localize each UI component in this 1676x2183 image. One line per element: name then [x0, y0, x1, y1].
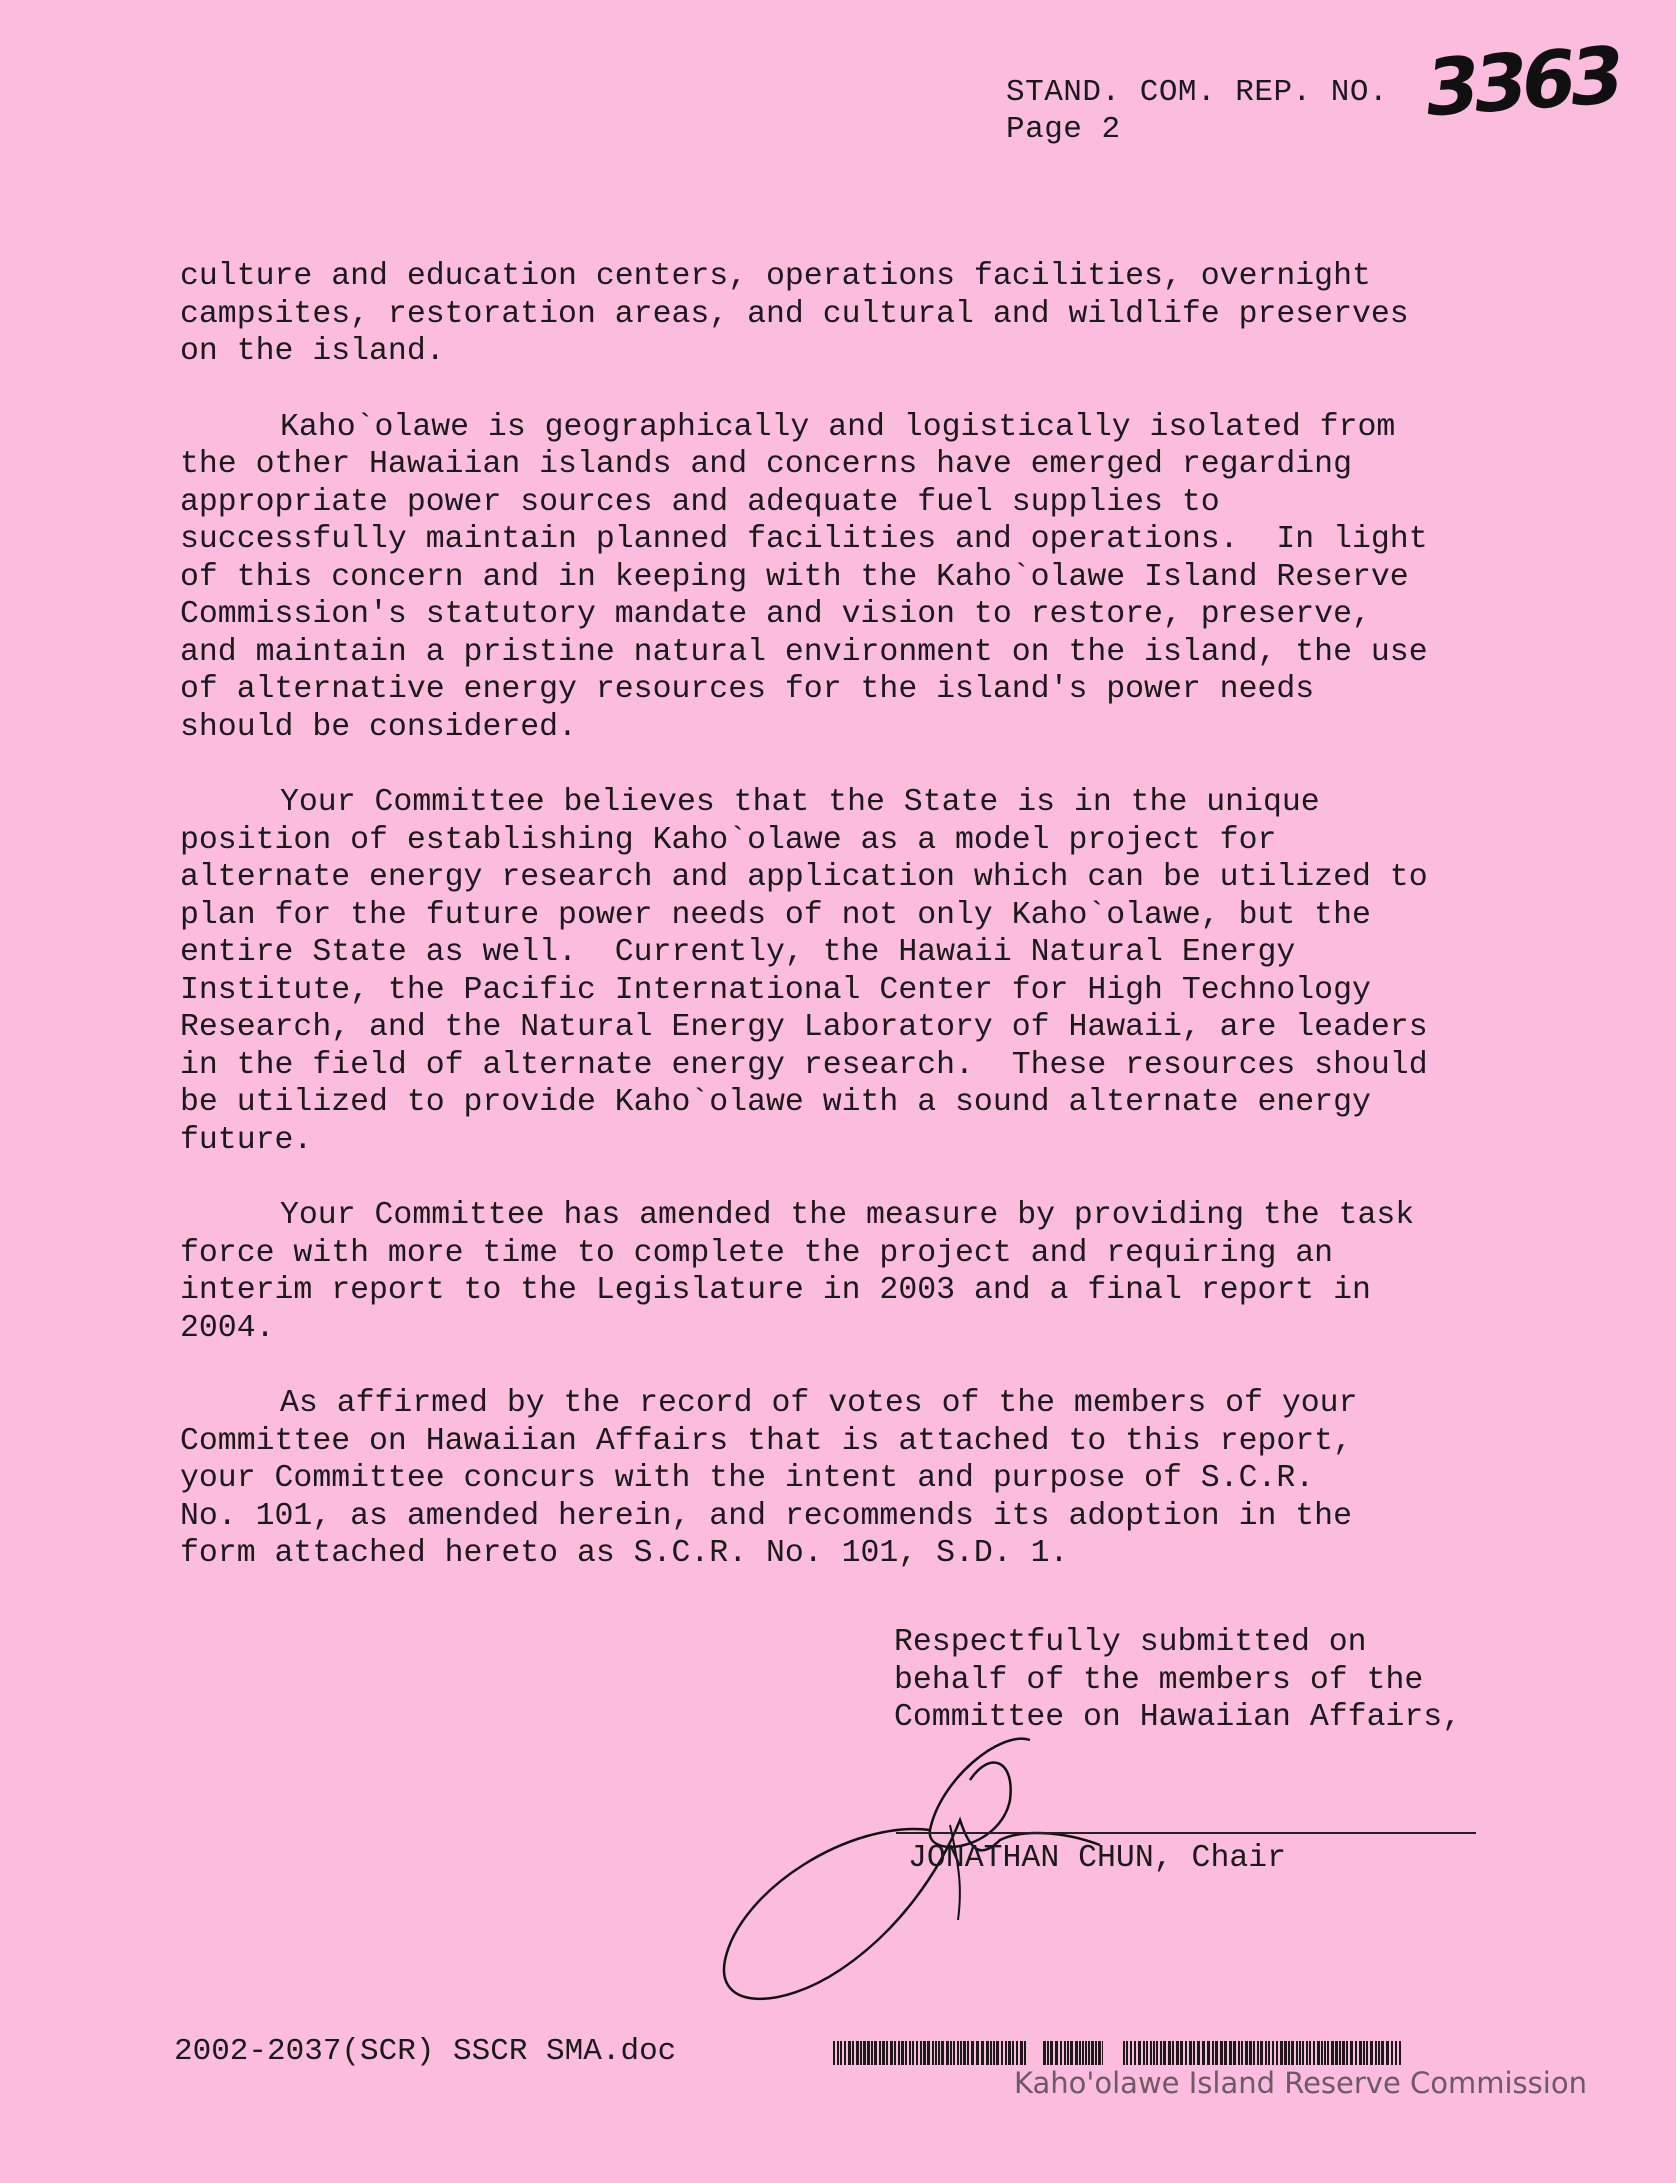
- barcode-bar: [1085, 2041, 1087, 2065]
- barcode-bar: [860, 2041, 862, 2065]
- barcode-bar: [840, 2041, 842, 2065]
- closing-statement: Respectfully submitted on behalf of the members of the Committee on Hawaiian Affairs,: [894, 1625, 1462, 1735]
- barcode-bar: [1212, 2041, 1214, 2065]
- page-label: Page 2: [1006, 112, 1121, 147]
- barcode-bar: [920, 2041, 922, 2065]
- barcode-bar: [1395, 2041, 1397, 2065]
- barcode-bar: [1024, 2041, 1026, 2065]
- paragraph-isolation: Kaho`olawe is geographically and logistically isolated from the other Hawaiian islands and concerns have emerged regarding appropriate power sources and adequate fuel supplies to successfully maintain planned facilities and operations. In light of this concern and in keeping with the Kaho`olawe Island Reserve Commission's statutory mandate and vision to restore, preserve, and maintain a pristine natural environment on the island, the use of alternative energy resources for the island's power needs should be considered.: [180, 409, 1428, 745]
- barcode-bar: [1126, 2041, 1128, 2065]
- barcode-bar: [1280, 2041, 1283, 2065]
- barcode-bar: [1207, 2041, 1210, 2065]
- barcode-bar: [1189, 2041, 1192, 2065]
- barcode-bar: [1335, 2041, 1338, 2065]
- barcode-bar: [1321, 2041, 1323, 2065]
- barcode-bar: [905, 2041, 907, 2065]
- barcode-bar: [1176, 2041, 1179, 2065]
- barcode-bar: [1172, 2041, 1174, 2065]
- barcode-bar: [993, 2041, 995, 2065]
- barcode-bar: [886, 2041, 888, 2065]
- barcode-bar: [923, 2041, 926, 2065]
- report-body: [180, 258, 1560, 1611]
- barcode-bar: [960, 2041, 962, 2065]
- barcode-bar: [1284, 2041, 1287, 2065]
- barcode-bar: [909, 2041, 911, 2065]
- barcode-bar: [1012, 2041, 1014, 2065]
- barcode-bar: [1272, 2041, 1274, 2065]
- barcode-bar: [1005, 2041, 1007, 2065]
- barcode-bar: [1193, 2041, 1195, 2065]
- barcode-bar: [863, 2041, 866, 2065]
- barcode-bar: [990, 2041, 992, 2065]
- barcode-bar: [946, 2041, 949, 2065]
- barcode-bar: [871, 2041, 873, 2065]
- barcode-bar: [916, 2041, 918, 2065]
- barcode-bar: [1102, 2041, 1103, 2065]
- barcode-bar: [1238, 2041, 1240, 2065]
- barcode-bar: [1070, 2041, 1073, 2065]
- barcode-bar: [1350, 2041, 1353, 2065]
- barcode-bar: [950, 2041, 952, 2065]
- barcode-bar: [1241, 2041, 1243, 2065]
- barcode-bar: [890, 2041, 893, 2065]
- barcode-bar: [1375, 2041, 1377, 2065]
- paragraph-continuation: culture and education centers, operations facilities, overnight campsites, restoration areas, and cultural and wildlife preserves on the island.: [180, 259, 1409, 369]
- archive-watermark: Kaho'olawe Island Reserve Commission: [1014, 2066, 1587, 2100]
- barcode-bar: [894, 2041, 896, 2065]
- report-header: [1006, 74, 1388, 148]
- barcode-bar: [1153, 2041, 1155, 2065]
- barcode-bar: [996, 2041, 999, 2065]
- barcode-bar: [1381, 2041, 1384, 2065]
- barcode-bar: [1324, 2041, 1326, 2065]
- barcode-bar: [1378, 2041, 1380, 2065]
- barcode-bar: [1055, 2041, 1058, 2065]
- barcode-bar: [1202, 2041, 1205, 2065]
- barcode-bar: [1299, 2041, 1301, 2065]
- barcode-bar: [927, 2041, 930, 2065]
- barcode-bar: [1123, 2041, 1125, 2065]
- barcode-bar: [1050, 2041, 1053, 2065]
- barcode-bar: [1306, 2041, 1308, 2065]
- barcode-bar: [1224, 2041, 1227, 2065]
- paragraph-model-project: Your Committee believes that the State is in the unique position of establishing Kaho`olawe as a model project for alternate energy research and application which can be utilized to plan for the future power needs of not only Kaho`olawe, but the entire State as well. Currently, the Hawaii Natural Energy Institute, the Pacific International Center for High Technology Research, and the Natural Energy Laboratory of Hawaii, are leaders in the field of alternate energy research. These resources should be utilized to provide Kaho`olawe with a sound alternate energy future.: [180, 785, 1428, 1158]
- barcode-bar: [1160, 2041, 1162, 2065]
- barcode-bar: [1342, 2041, 1345, 2065]
- barcode-bar: [932, 2041, 934, 2065]
- barcode-bar: [874, 2041, 877, 2065]
- barcode-bar: [1067, 2041, 1069, 2065]
- barcode-bar: [882, 2041, 885, 2065]
- barcode-bar: [1331, 2041, 1334, 2065]
- barcode-bar: [879, 2041, 881, 2065]
- barcode-bar: [935, 2041, 937, 2065]
- barcode-bar: [1215, 2041, 1218, 2065]
- barcode-bar: [1130, 2041, 1132, 2065]
- barcode-bar: [852, 2041, 854, 2065]
- barcode-bar: [1370, 2041, 1373, 2065]
- handwritten-report-number: 3363: [1420, 30, 1623, 135]
- barcode-bar: [1366, 2041, 1368, 2065]
- barcode-bar: [1309, 2041, 1311, 2065]
- barcode-bar: [953, 2041, 955, 2065]
- barcode-bar: [901, 2041, 904, 2065]
- barcode-bar: [833, 2041, 835, 2065]
- barcode-bar: [1008, 2041, 1011, 2065]
- barcode-bar: [867, 2041, 870, 2065]
- barcode-bar: [976, 2041, 979, 2065]
- barcode-bar: [1253, 2041, 1255, 2065]
- barcode-bar: [1229, 2041, 1232, 2065]
- barcode-bar: [1313, 2041, 1315, 2065]
- barcode-bar: [1276, 2041, 1278, 2065]
- barcode-bar: [957, 2041, 959, 2065]
- barcode-bar: [1138, 2041, 1141, 2065]
- barcode-bar: [1156, 2041, 1158, 2065]
- barcode-bar: [941, 2041, 944, 2065]
- barcode-bar: [981, 2041, 984, 2065]
- barcode-bar: [1020, 2041, 1023, 2065]
- barcode-bar: [967, 2041, 969, 2065]
- barcode-bar: [1399, 2041, 1401, 2065]
- barcode-bar: [1197, 2041, 1200, 2065]
- barcode-bar: [1220, 2041, 1223, 2065]
- barcode-bar: [1075, 2041, 1078, 2065]
- barcode-bar: [1257, 2041, 1259, 2065]
- barcode-bar: [1134, 2041, 1136, 2065]
- barcode-bar: [1291, 2041, 1294, 2065]
- footer-file-name: 2002-2037(SCR) SSCR SMA.doc: [174, 2034, 677, 2069]
- barcode-bar: [1359, 2041, 1362, 2065]
- barcode-bar: [1296, 2041, 1298, 2065]
- barcode-bar: [1317, 2041, 1320, 2065]
- barcode-bar: [1150, 2041, 1152, 2065]
- barcode-bar: [1082, 2041, 1084, 2065]
- barcode-bar: [1339, 2041, 1341, 2065]
- barcode-bar: [1391, 2041, 1393, 2065]
- barcode-bar: [1233, 2041, 1236, 2065]
- barcode-bar: [1095, 2041, 1097, 2065]
- barcode-bar: [1146, 2041, 1148, 2065]
- barcode-bar: [1288, 2041, 1290, 2065]
- barcode-bar: [848, 2041, 851, 2065]
- signer-name: JONATHAN CHUN, Chair: [908, 1841, 1287, 1876]
- barcode-bar: [1268, 2041, 1270, 2065]
- barcode-bar: [1047, 2041, 1049, 2065]
- barcode-bar: [1185, 2041, 1187, 2065]
- barcode-bar: [1249, 2041, 1252, 2065]
- barcode-bar: [1265, 2041, 1267, 2065]
- paragraph-recommendation: As affirmed by the record of votes of the members of your Committee on Hawaiian Affairs that is attached to this report, your Committee concurs with the intent and purpose of S.C.R. No. 101, as amended herein, and recommends its adoption in the form attached hereto as S.C.R. No. 101, S.D. 1.: [180, 1386, 1358, 1571]
- signature-line: [896, 1832, 1476, 1834]
- barcode-bar: [837, 2041, 839, 2065]
- barcode-bar: [1016, 2041, 1018, 2065]
- barcode-bar: [1143, 2041, 1145, 2065]
- paragraph-amendment: Your Committee has amended the measure by providing the task force with more time to complete the project and requiring an interim report to the Legislature in 2003 and a final report in 2004.: [180, 1198, 1415, 1346]
- barcode-bar: [844, 2041, 846, 2065]
- barcode-bar: [1327, 2041, 1329, 2065]
- barcode-bar: [1355, 2041, 1357, 2065]
- barcode-bar: [1302, 2041, 1304, 2065]
- barcode-bar: [1043, 2041, 1046, 2065]
- barcode-bar: [1363, 2041, 1365, 2065]
- barcode-bar: [1098, 2041, 1101, 2065]
- barcode-bar: [898, 2041, 900, 2065]
- barcode-bar: [1091, 2041, 1094, 2065]
- barcode: [833, 2041, 1401, 2065]
- barcode-bar: [986, 2041, 989, 2065]
- barcode-bar: [971, 2041, 974, 2065]
- barcode-bar: [1060, 2041, 1062, 2065]
- barcode-bar: [1245, 2041, 1248, 2065]
- barcode-bar: [938, 2041, 940, 2065]
- barcode-bar: [1001, 2041, 1003, 2065]
- barcode-bar: [1168, 2041, 1171, 2065]
- barcode-bar: [856, 2041, 859, 2065]
- barcode-bar: [1260, 2041, 1263, 2065]
- barcode-bar: [912, 2041, 914, 2065]
- barcode-bar: [1386, 2041, 1389, 2065]
- barcode-bar: [1079, 2041, 1081, 2065]
- barcode-bar: [1346, 2041, 1348, 2065]
- barcode-bar: [1163, 2041, 1166, 2065]
- barcode-bar: [963, 2041, 966, 2065]
- report-label: STAND. COM. REP. NO.: [1006, 75, 1389, 110]
- barcode-bar: [1180, 2041, 1183, 2065]
- barcode-bar: [1064, 2041, 1066, 2065]
- barcode-bar: [1088, 2041, 1090, 2065]
